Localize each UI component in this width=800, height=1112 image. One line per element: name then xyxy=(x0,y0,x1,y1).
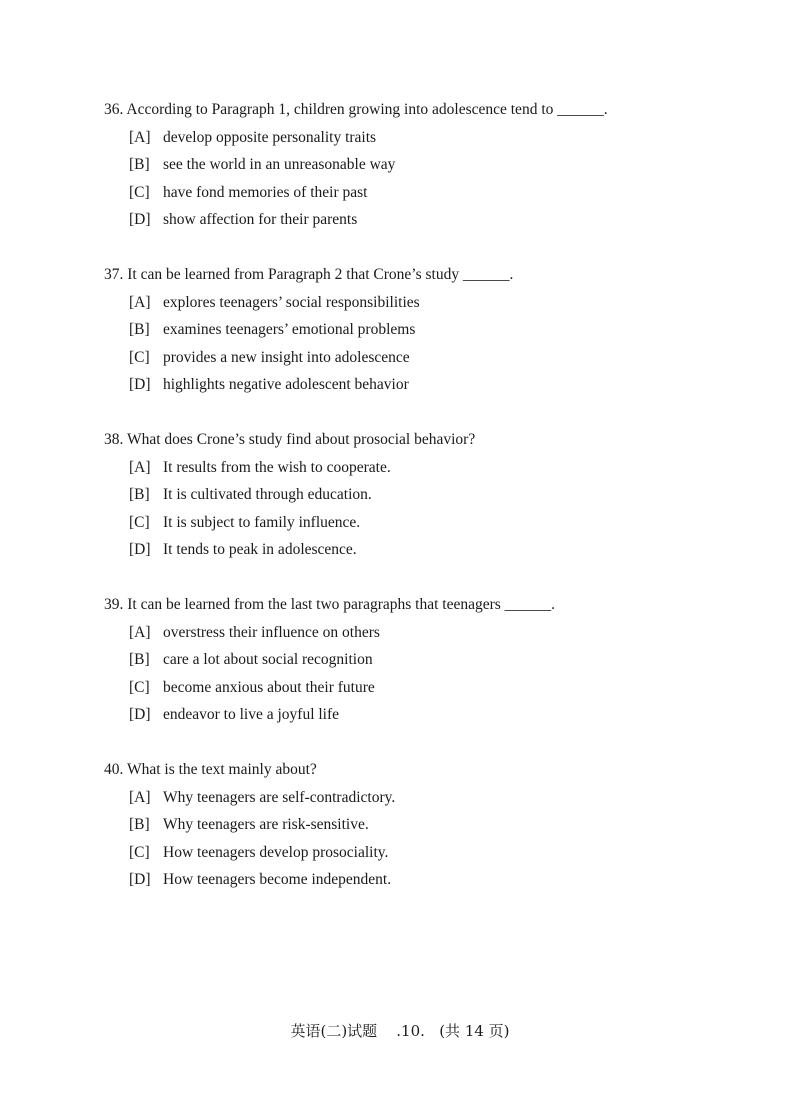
option-c xyxy=(104,842,724,870)
option-a xyxy=(104,622,724,650)
option-letter: [C] xyxy=(129,348,150,366)
option-b xyxy=(104,814,724,842)
option-text: explores teenagers’ social responsibilities xyxy=(163,293,420,311)
option-text: show affection for their parents xyxy=(163,211,358,228)
option-letter: [C] xyxy=(129,183,150,201)
option-letter: [C] xyxy=(129,678,150,696)
option-d xyxy=(104,869,724,897)
option-c xyxy=(104,182,724,210)
option-b xyxy=(104,484,724,512)
question-39 xyxy=(104,594,724,732)
option-text: It results from the wish to cooperate. xyxy=(163,458,391,476)
option-text: have fond memories of their past xyxy=(163,183,368,201)
option-letter: [D] xyxy=(129,871,151,888)
option-c xyxy=(104,512,724,540)
option-letter: [D] xyxy=(129,541,151,558)
option-letter: [A] xyxy=(129,623,151,641)
footer-subject: 英语(二)试题 xyxy=(290,1022,378,1040)
option-letter: [B] xyxy=(129,486,150,503)
option-text: develop opposite personality traits xyxy=(163,128,377,146)
option-text: How teenagers develop prosociality. xyxy=(163,843,389,861)
page-footer xyxy=(0,1021,800,1041)
option-letter: [D] xyxy=(129,706,151,723)
option-d xyxy=(104,704,724,732)
question-38 xyxy=(104,429,724,567)
question-stem: 37. It can be learned from Paragraph 2 that Crone’s study ______. xyxy=(104,266,514,283)
option-text: It is subject to family influence. xyxy=(163,513,361,531)
option-text: endeavor to live a joyful life xyxy=(163,706,340,723)
option-letter: [C] xyxy=(129,843,150,861)
option-text: How teenagers become independent. xyxy=(163,871,392,888)
option-letter: [C] xyxy=(129,513,150,531)
option-b xyxy=(104,319,724,347)
option-a xyxy=(104,457,724,485)
option-b xyxy=(104,649,724,677)
option-d xyxy=(104,539,724,567)
option-c xyxy=(104,347,724,375)
option-d xyxy=(104,209,724,237)
option-letter: [D] xyxy=(129,376,151,393)
question-stem: 38. What does Crone’s study find about prosocial behavior? xyxy=(104,431,476,448)
question-40 xyxy=(104,759,724,897)
option-letter: [B] xyxy=(129,816,150,833)
option-a xyxy=(104,127,724,155)
option-letter: [A] xyxy=(129,458,151,476)
option-c xyxy=(104,677,724,705)
option-a xyxy=(104,787,724,815)
footer-total-pages: (共 14 页) xyxy=(439,1022,510,1040)
option-text: Why teenagers are risk-sensitive. xyxy=(163,816,369,833)
question-stem: 36. According to Paragraph 1, children growing into adolescence tend to ______. xyxy=(104,101,608,118)
option-text: become anxious about their future xyxy=(163,678,375,696)
option-text: provides a new insight into adolescence xyxy=(163,348,410,366)
option-text: see the world in an unreasonable way xyxy=(163,156,396,173)
option-text: It tends to peak in adolescence. xyxy=(163,541,357,558)
option-text: highlights negative adolescent behavior xyxy=(163,376,409,393)
option-letter: [B] xyxy=(129,156,150,173)
option-letter: [A] xyxy=(129,293,151,311)
option-text: It is cultivated through education. xyxy=(163,486,372,503)
option-text: Why teenagers are self-contradictory. xyxy=(163,788,396,806)
option-letter: [A] xyxy=(129,128,151,146)
option-text: examines teenagers’ emotional problems xyxy=(163,321,416,338)
question-36 xyxy=(104,99,724,237)
option-text: care a lot about social recognition xyxy=(163,651,373,668)
option-a xyxy=(104,292,724,320)
footer-page-number: .10. xyxy=(396,1022,425,1040)
option-letter: [D] xyxy=(129,211,151,228)
option-letter: [A] xyxy=(129,788,151,806)
option-letter: [B] xyxy=(129,651,150,668)
option-letter: [B] xyxy=(129,321,150,338)
option-text: overstress their influence on others xyxy=(163,623,380,641)
option-b xyxy=(104,154,724,182)
question-stem: 39. It can be learned from the last two paragraphs that teenagers ______. xyxy=(104,596,556,613)
option-d xyxy=(104,374,724,402)
question-37 xyxy=(104,264,724,402)
question-stem: 40. What is the text mainly about? xyxy=(104,761,317,778)
